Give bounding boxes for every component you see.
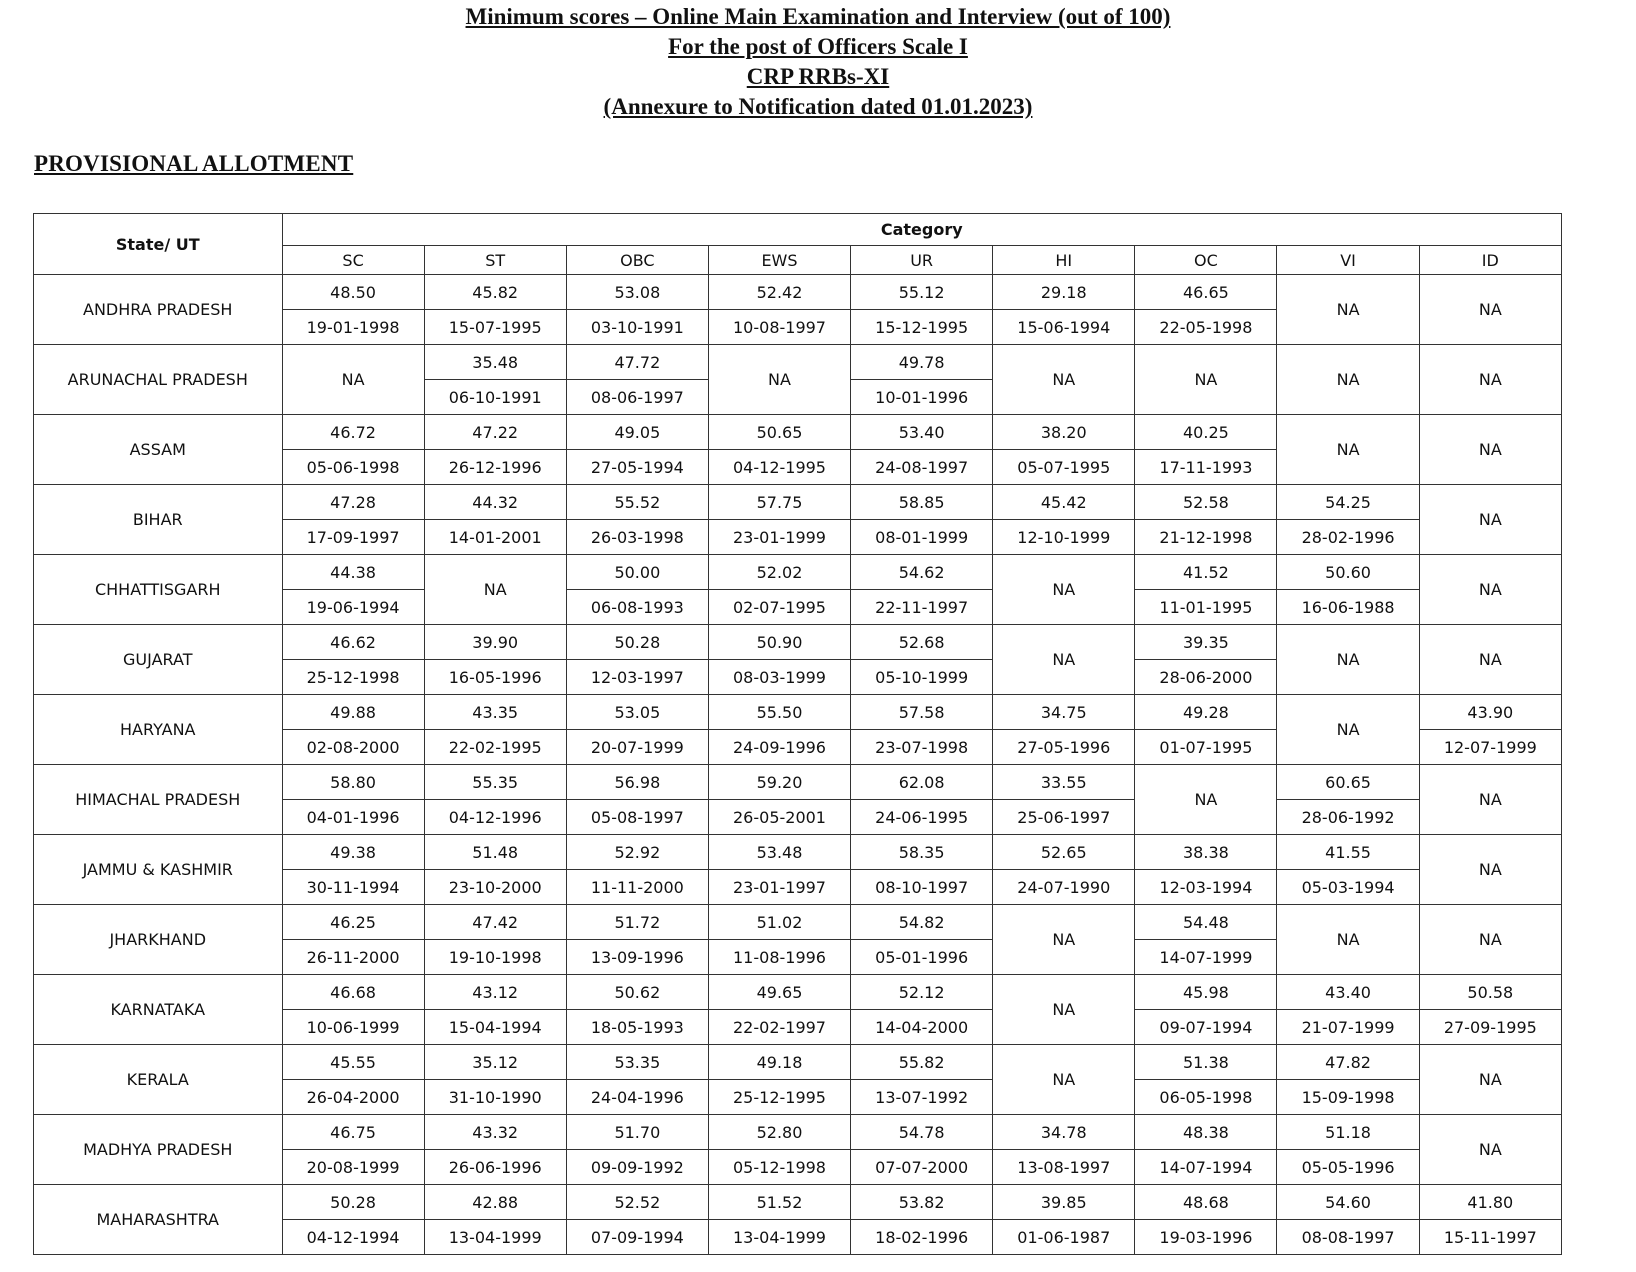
date-cell-hi: 15-06-1994 — [993, 310, 1135, 345]
score-cell-oc: 46.65 — [1135, 275, 1277, 310]
score-cell-obc: 52.52 — [566, 1185, 708, 1220]
date-cell-st: 31-10-1990 — [424, 1080, 566, 1115]
score-cell-ews: 57.75 — [708, 485, 850, 520]
state-name-cell: BIHAR — [34, 485, 283, 555]
score-cell-st: 55.35 — [424, 765, 566, 800]
date-cell-ews: 23-01-1999 — [708, 520, 850, 555]
date-cell-vi: 05-03-1994 — [1277, 870, 1419, 905]
date-cell-st: 06-10-1991 — [424, 380, 566, 415]
date-cell-ews: 13-04-1999 — [708, 1220, 850, 1255]
score-cell-oc: 51.38 — [1135, 1045, 1277, 1080]
score-cell-st: 39.90 — [424, 625, 566, 660]
state-name-cell: CHHATTISGARH — [34, 555, 283, 625]
date-cell-obc: 27-05-1994 — [566, 450, 708, 485]
date-cell-hi: 13-08-1997 — [993, 1150, 1135, 1185]
score-cell-oc: 40.25 — [1135, 415, 1277, 450]
score-cell-sc: 49.88 — [282, 695, 424, 730]
score-cell-ur: 52.68 — [851, 625, 993, 660]
state-name-cell: HIMACHAL PRADESH — [34, 765, 283, 835]
date-cell-ews: 22-02-1997 — [708, 1010, 850, 1045]
score-cell-obc: 47.72 — [566, 345, 708, 380]
table-row — [34, 975, 1562, 1010]
table-row — [34, 415, 1562, 450]
score-cell-sc: 58.80 — [282, 765, 424, 800]
score-cell-sc: 50.28 — [282, 1185, 424, 1220]
score-cell-oc: 52.58 — [1135, 485, 1277, 520]
date-cell-ur: 24-08-1997 — [851, 450, 993, 485]
column-header-ur: UR — [851, 246, 993, 275]
date-cell-vi: 21-07-1999 — [1277, 1010, 1419, 1045]
date-cell-vi: 28-02-1996 — [1277, 520, 1419, 555]
date-cell-ur: 05-10-1999 — [851, 660, 993, 695]
score-cell-st: 43.35 — [424, 695, 566, 730]
score-cell-oc: 48.68 — [1135, 1185, 1277, 1220]
score-cell-hi: 34.78 — [993, 1115, 1135, 1150]
date-cell-st: 15-04-1994 — [424, 1010, 566, 1045]
score-cell-id: 50.58 — [1419, 975, 1561, 1010]
score-cell-ur: 57.58 — [851, 695, 993, 730]
na-cell-hi: NA — [993, 345, 1135, 415]
score-cell-obc: 50.28 — [566, 625, 708, 660]
date-cell-sc: 30-11-1994 — [282, 870, 424, 905]
date-cell-ur: 10-01-1996 — [851, 380, 993, 415]
date-cell-hi: 27-05-1996 — [993, 730, 1135, 765]
date-cell-ews: 08-03-1999 — [708, 660, 850, 695]
na-cell-id: NA — [1419, 415, 1561, 485]
state-name-cell: JHARKHAND — [34, 905, 283, 975]
title-line-1: Minimum scores – Online Main Examination and Interview (out of 100) — [465, 4, 1171, 29]
column-header-oc: OC — [1135, 246, 1277, 275]
date-cell-ur: 24-06-1995 — [851, 800, 993, 835]
score-cell-sc: 48.50 — [282, 275, 424, 310]
na-cell-id: NA — [1419, 625, 1561, 695]
date-cell-ews: 26-05-2001 — [708, 800, 850, 835]
date-cell-oc: 09-07-1994 — [1135, 1010, 1277, 1045]
date-cell-sc: 05-06-1998 — [282, 450, 424, 485]
date-cell-st: 19-10-1998 — [424, 940, 566, 975]
date-cell-st: 16-05-1996 — [424, 660, 566, 695]
date-cell-oc: 28-06-2000 — [1135, 660, 1277, 695]
score-cell-st: 35.12 — [424, 1045, 566, 1080]
table-row — [34, 485, 1562, 520]
score-cell-obc: 52.92 — [566, 835, 708, 870]
date-cell-hi: 01-06-1987 — [993, 1220, 1135, 1255]
date-cell-oc: 01-07-1995 — [1135, 730, 1277, 765]
score-cell-sc: 44.38 — [282, 555, 424, 590]
table-row — [34, 1185, 1562, 1220]
date-cell-oc: 11-01-1995 — [1135, 590, 1277, 625]
date-cell-obc: 03-10-1991 — [566, 310, 708, 345]
column-header-vi: VI — [1277, 246, 1419, 275]
score-cell-vi: 54.25 — [1277, 485, 1419, 520]
score-cell-st: 47.42 — [424, 905, 566, 940]
score-cell-st: 44.32 — [424, 485, 566, 520]
date-cell-obc: 06-08-1993 — [566, 590, 708, 625]
na-cell-id: NA — [1419, 765, 1561, 835]
date-cell-oc: 06-05-1998 — [1135, 1080, 1277, 1115]
score-cell-ews: 52.02 — [708, 555, 850, 590]
na-cell-id: NA — [1419, 1115, 1561, 1185]
score-cell-obc: 55.52 — [566, 485, 708, 520]
score-cell-hi: 39.85 — [993, 1185, 1135, 1220]
date-cell-sc: 19-01-1998 — [282, 310, 424, 345]
score-cell-vi: 47.82 — [1277, 1045, 1419, 1080]
score-cell-hi: 34.75 — [993, 695, 1135, 730]
state-name-cell: KERALA — [34, 1045, 283, 1115]
section-heading: PROVISIONAL ALLOTMENT — [34, 151, 354, 176]
score-cell-st: 51.48 — [424, 835, 566, 870]
date-cell-oc: 19-03-1996 — [1135, 1220, 1277, 1255]
score-cell-sc: 46.62 — [282, 625, 424, 660]
score-cell-vi: 51.18 — [1277, 1115, 1419, 1150]
date-cell-hi: 12-10-1999 — [993, 520, 1135, 555]
date-cell-st: 23-10-2000 — [424, 870, 566, 905]
score-cell-obc: 50.62 — [566, 975, 708, 1010]
na-cell-id: NA — [1419, 275, 1561, 345]
date-cell-obc: 09-09-1992 — [566, 1150, 708, 1185]
na-cell-id: NA — [1419, 345, 1561, 415]
score-cell-obc: 53.08 — [566, 275, 708, 310]
date-cell-obc: 05-08-1997 — [566, 800, 708, 835]
na-cell-hi: NA — [993, 905, 1135, 975]
score-cell-obc: 51.72 — [566, 905, 708, 940]
date-cell-sc: 10-06-1999 — [282, 1010, 424, 1045]
na-cell-id: NA — [1419, 835, 1561, 905]
na-cell-id: NA — [1419, 555, 1561, 625]
table-row — [34, 625, 1562, 660]
date-cell-ews: 10-08-1997 — [708, 310, 850, 345]
date-cell-ews: 24-09-1996 — [708, 730, 850, 765]
table-row — [34, 835, 1562, 870]
score-cell-obc: 50.00 — [566, 555, 708, 590]
column-header-st: ST — [424, 246, 566, 275]
table-row — [34, 345, 1562, 380]
na-cell-vi: NA — [1277, 905, 1419, 975]
score-cell-oc: 39.35 — [1135, 625, 1277, 660]
score-cell-obc: 49.05 — [566, 415, 708, 450]
date-cell-sc: 26-04-2000 — [282, 1080, 424, 1115]
score-cell-oc: 38.38 — [1135, 835, 1277, 870]
date-cell-ur: 13-07-1992 — [851, 1080, 993, 1115]
score-cell-ews: 52.42 — [708, 275, 850, 310]
score-cell-sc: 46.72 — [282, 415, 424, 450]
column-header-obc: OBC — [566, 246, 708, 275]
na-cell-id: NA — [1419, 1045, 1561, 1115]
date-cell-ews: 11-08-1996 — [708, 940, 850, 975]
date-cell-oc: 22-05-1998 — [1135, 310, 1277, 345]
na-cell-hi: NA — [993, 1045, 1135, 1115]
score-cell-ur: 54.78 — [851, 1115, 993, 1150]
title-line-3: CRP RRBs-XI — [746, 64, 890, 89]
date-cell-sc: 25-12-1998 — [282, 660, 424, 695]
date-cell-st: 26-12-1996 — [424, 450, 566, 485]
date-cell-vi: 08-08-1997 — [1277, 1220, 1419, 1255]
date-cell-ews: 02-07-1995 — [708, 590, 850, 625]
state-name-cell: ASSAM — [34, 415, 283, 485]
score-cell-ur: 55.12 — [851, 275, 993, 310]
title-line-4: (Annexure to Notification dated 01.01.2023) — [603, 94, 1033, 119]
date-cell-vi: 16-06-1988 — [1277, 590, 1419, 625]
date-cell-obc: 18-05-1993 — [566, 1010, 708, 1045]
score-cell-vi: 41.55 — [1277, 835, 1419, 870]
na-cell-vi: NA — [1277, 345, 1419, 415]
date-cell-ews: 25-12-1995 — [708, 1080, 850, 1115]
score-cell-obc: 53.35 — [566, 1045, 708, 1080]
na-cell-vi: NA — [1277, 275, 1419, 345]
date-cell-ur: 18-02-1996 — [851, 1220, 993, 1255]
score-cell-hi: 52.65 — [993, 835, 1135, 870]
date-cell-hi: 24-07-1990 — [993, 870, 1135, 905]
date-cell-st: 14-01-2001 — [424, 520, 566, 555]
score-cell-st: 42.88 — [424, 1185, 566, 1220]
score-cell-oc: 49.28 — [1135, 695, 1277, 730]
na-cell-id: NA — [1419, 485, 1561, 555]
score-cell-id: 43.90 — [1419, 695, 1561, 730]
date-cell-oc: 12-03-1994 — [1135, 870, 1277, 905]
date-cell-sc: 04-12-1994 — [282, 1220, 424, 1255]
column-header-ews: EWS — [708, 246, 850, 275]
score-cell-ur: 54.82 — [851, 905, 993, 940]
date-cell-vi: 05-05-1996 — [1277, 1150, 1419, 1185]
table-row — [34, 555, 1562, 590]
score-cell-ur: 54.62 — [851, 555, 993, 590]
score-cell-st: 47.22 — [424, 415, 566, 450]
date-cell-sc: 17-09-1997 — [282, 520, 424, 555]
na-cell-hi: NA — [993, 555, 1135, 625]
date-cell-hi: 25-06-1997 — [993, 800, 1135, 835]
score-cell-ur: 55.82 — [851, 1045, 993, 1080]
date-cell-sc: 04-01-1996 — [282, 800, 424, 835]
score-cell-ews: 52.80 — [708, 1115, 850, 1150]
score-cell-vi: 54.60 — [1277, 1185, 1419, 1220]
score-cell-vi: 60.65 — [1277, 765, 1419, 800]
score-cell-ews: 49.18 — [708, 1045, 850, 1080]
table-row — [34, 1115, 1562, 1150]
date-cell-st: 22-02-1995 — [424, 730, 566, 765]
date-cell-ews: 23-01-1997 — [708, 870, 850, 905]
table-row — [34, 765, 1562, 800]
date-cell-oc: 14-07-1994 — [1135, 1150, 1277, 1185]
minimum-scores-table — [33, 213, 1562, 1255]
score-cell-hi: 45.42 — [993, 485, 1135, 520]
score-cell-ews: 51.02 — [708, 905, 850, 940]
score-cell-vi: 50.60 — [1277, 555, 1419, 590]
date-cell-st: 26-06-1996 — [424, 1150, 566, 1185]
score-cell-vi: 43.40 — [1277, 975, 1419, 1010]
date-cell-obc: 11-11-2000 — [566, 870, 708, 905]
table-row — [34, 905, 1562, 940]
date-cell-ur: 05-01-1996 — [851, 940, 993, 975]
date-cell-obc: 08-06-1997 — [566, 380, 708, 415]
date-cell-obc: 12-03-1997 — [566, 660, 708, 695]
score-cell-sc: 46.25 — [282, 905, 424, 940]
date-cell-vi: 15-09-1998 — [1277, 1080, 1419, 1115]
score-cell-ur: 53.82 — [851, 1185, 993, 1220]
na-cell-st: NA — [424, 555, 566, 625]
score-cell-hi: 29.18 — [993, 275, 1135, 310]
score-cell-oc: 54.48 — [1135, 905, 1277, 940]
score-cell-hi: 38.20 — [993, 415, 1135, 450]
date-cell-st: 15-07-1995 — [424, 310, 566, 345]
score-cell-sc: 46.68 — [282, 975, 424, 1010]
score-cell-sc: 45.55 — [282, 1045, 424, 1080]
date-cell-sc: 02-08-2000 — [282, 730, 424, 765]
na-cell-vi: NA — [1277, 695, 1419, 765]
score-cell-ews: 55.50 — [708, 695, 850, 730]
score-cell-ur: 49.78 — [851, 345, 993, 380]
date-cell-sc: 20-08-1999 — [282, 1150, 424, 1185]
date-cell-vi: 28-06-1992 — [1277, 800, 1419, 835]
date-cell-obc: 24-04-1996 — [566, 1080, 708, 1115]
state-name-cell: GUJARAT — [34, 625, 283, 695]
column-header-sc: SC — [282, 246, 424, 275]
score-cell-st: 35.48 — [424, 345, 566, 380]
date-cell-oc: 17-11-1993 — [1135, 450, 1277, 485]
date-cell-st: 13-04-1999 — [424, 1220, 566, 1255]
na-cell-hi: NA — [993, 625, 1135, 695]
state-name-cell: ANDHRA PRADESH — [34, 275, 283, 345]
date-cell-obc: 26-03-1998 — [566, 520, 708, 555]
score-cell-ews: 50.65 — [708, 415, 850, 450]
na-cell-sc: NA — [282, 345, 424, 415]
state-name-cell: MADHYA PRADESH — [34, 1115, 283, 1185]
score-cell-st: 43.12 — [424, 975, 566, 1010]
date-cell-obc: 13-09-1996 — [566, 940, 708, 975]
score-cell-obc: 51.70 — [566, 1115, 708, 1150]
table-row — [34, 695, 1562, 730]
na-cell-vi: NA — [1277, 415, 1419, 485]
score-cell-ews: 51.52 — [708, 1185, 850, 1220]
score-cell-sc: 46.75 — [282, 1115, 424, 1150]
score-cell-hi: 33.55 — [993, 765, 1135, 800]
na-cell-oc: NA — [1135, 765, 1277, 835]
category-header: Category — [282, 214, 1562, 246]
score-cell-ews: 59.20 — [708, 765, 850, 800]
state-name-cell: ARUNACHAL PRADESH — [34, 345, 283, 415]
date-cell-oc: 14-07-1999 — [1135, 940, 1277, 975]
table-row — [34, 275, 1562, 310]
date-cell-id: 15-11-1997 — [1419, 1220, 1561, 1255]
na-cell-vi: NA — [1277, 625, 1419, 695]
score-cell-ur: 62.08 — [851, 765, 993, 800]
score-cell-obc: 53.05 — [566, 695, 708, 730]
na-cell-id: NA — [1419, 905, 1561, 975]
score-cell-st: 43.32 — [424, 1115, 566, 1150]
state-name-cell: KARNATAKA — [34, 975, 283, 1045]
score-cell-ews: 53.48 — [708, 835, 850, 870]
date-cell-ur: 08-10-1997 — [851, 870, 993, 905]
na-cell-ews: NA — [708, 345, 850, 415]
date-cell-sc: 26-11-2000 — [282, 940, 424, 975]
date-cell-hi: 05-07-1995 — [993, 450, 1135, 485]
score-cell-ews: 50.90 — [708, 625, 850, 660]
score-cell-ur: 58.85 — [851, 485, 993, 520]
date-cell-oc: 21-12-1998 — [1135, 520, 1277, 555]
date-cell-ews: 05-12-1998 — [708, 1150, 850, 1185]
state-name-cell: HARYANA — [34, 695, 283, 765]
date-cell-ur: 15-12-1995 — [851, 310, 993, 345]
score-cell-ur: 53.40 — [851, 415, 993, 450]
score-cell-id: 41.80 — [1419, 1185, 1561, 1220]
date-cell-ur: 23-07-1998 — [851, 730, 993, 765]
date-cell-ur: 07-07-2000 — [851, 1150, 993, 1185]
table-row — [34, 1045, 1562, 1080]
score-cell-obc: 56.98 — [566, 765, 708, 800]
date-cell-obc: 20-07-1999 — [566, 730, 708, 765]
score-cell-ews: 49.65 — [708, 975, 850, 1010]
title-line-2: For the post of Officers Scale I — [668, 34, 968, 59]
date-cell-st: 04-12-1996 — [424, 800, 566, 835]
score-cell-sc: 49.38 — [282, 835, 424, 870]
score-cell-ur: 58.35 — [851, 835, 993, 870]
date-cell-sc: 19-06-1994 — [282, 590, 424, 625]
date-cell-id: 27-09-1995 — [1419, 1010, 1561, 1045]
na-cell-oc: NA — [1135, 345, 1277, 415]
date-cell-id: 12-07-1999 — [1419, 730, 1561, 765]
state-ut-header: State/ UT — [34, 214, 283, 275]
score-cell-oc: 45.98 — [1135, 975, 1277, 1010]
score-cell-ur: 52.12 — [851, 975, 993, 1010]
date-cell-ews: 04-12-1995 — [708, 450, 850, 485]
score-cell-oc: 41.52 — [1135, 555, 1277, 590]
document-title — [0, 2, 1636, 122]
date-cell-obc: 07-09-1994 — [566, 1220, 708, 1255]
state-name-cell: JAMMU & KASHMIR — [34, 835, 283, 905]
date-cell-ur: 22-11-1997 — [851, 590, 993, 625]
score-cell-oc: 48.38 — [1135, 1115, 1277, 1150]
score-cell-st: 45.82 — [424, 275, 566, 310]
date-cell-ur: 14-04-2000 — [851, 1010, 993, 1045]
date-cell-ur: 08-01-1999 — [851, 520, 993, 555]
column-header-id: ID — [1419, 246, 1561, 275]
score-cell-sc: 47.28 — [282, 485, 424, 520]
na-cell-hi: NA — [993, 975, 1135, 1045]
state-name-cell: MAHARASHTRA — [34, 1185, 283, 1255]
column-header-hi: HI — [993, 246, 1135, 275]
